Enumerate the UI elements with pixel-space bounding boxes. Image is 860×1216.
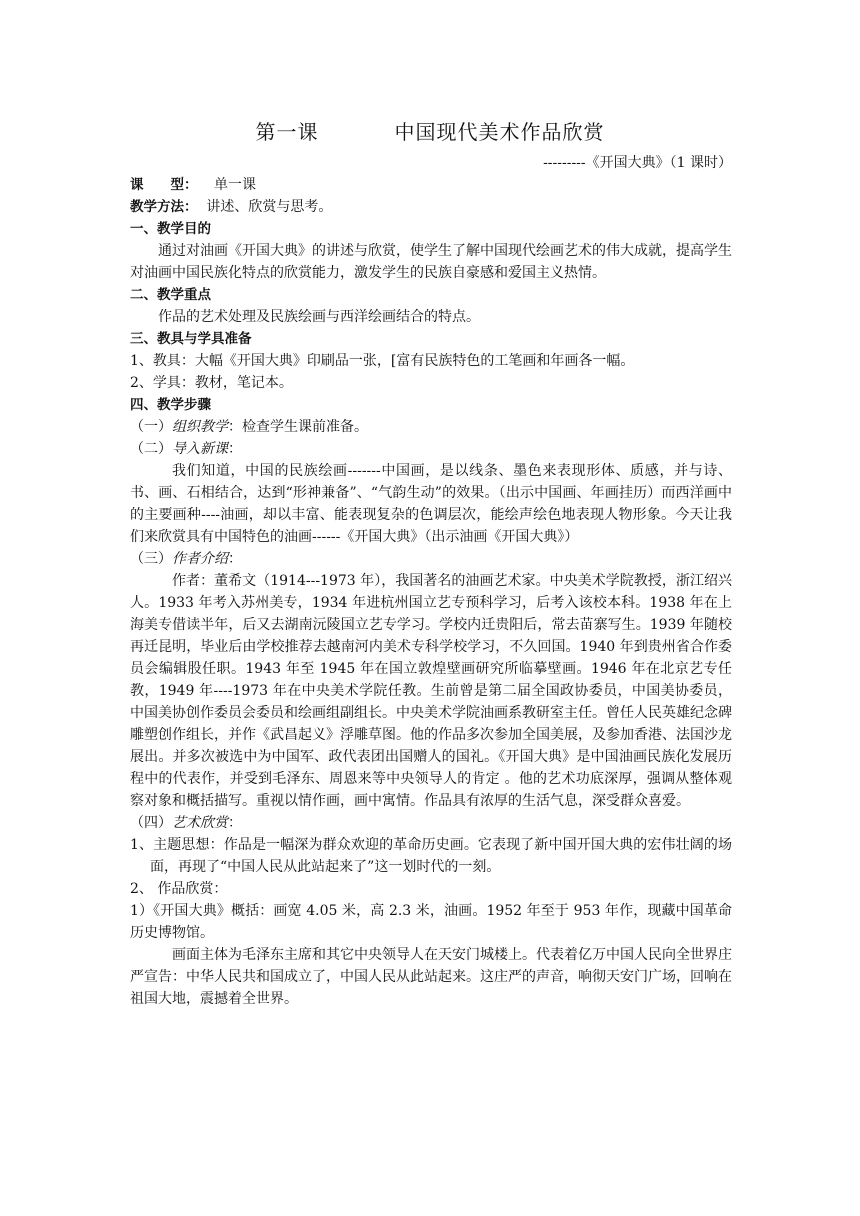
step-1-text: ：检查学生课前准备。 bbox=[228, 419, 368, 435]
section-heading-4: 四、教学步骤 bbox=[130, 397, 211, 413]
step-3-colon: ： bbox=[228, 551, 242, 567]
document-body bbox=[130, 174, 732, 1010]
step-2-colon: ： bbox=[228, 441, 242, 457]
step-2-title: 导入新课 bbox=[172, 441, 228, 457]
step-1 bbox=[130, 416, 732, 438]
composition-paragraph: 画面主体为毛泽东主席和其它中央领导人在天安门城楼上。代表着亿万中国人民向全世界庄严宣告：中华人民共和国成立了，中国人民从此站起来。这庄严的声音，响彻天安门广场，回响在祖国大地，震撼着全世界。 bbox=[130, 947, 732, 1007]
step-1-prefix: （一） bbox=[130, 419, 172, 435]
theme-item-number: 1、 bbox=[130, 837, 154, 853]
step-3-title: 作者介绍 bbox=[172, 551, 228, 567]
section-heading-3: 三、教具与学具准备 bbox=[130, 331, 252, 347]
section-1-text: 通过对油画《开国大典》的讲述与欣赏，使学生了解中国现代绘画艺术的伟大成就，提高学生对油画中国民族化特点的欣赏能力，激发学生的民族自豪感和爱国主义热情。 bbox=[130, 243, 732, 281]
step-4-colon: ： bbox=[228, 815, 242, 831]
step-2-text: 我们知道，中国的民族绘画-------中国画，是以线条、墨色来表现形体、质感，并与诗、书、画、石相结合，达到“形神兼备”、“气韵生动”的效果。（出示中国画、年画挂历）而西洋画中的主要画种----油画，却以丰富、能表现复杂的色调层次，能绘声绘色地表现人物形象。今天让我们来欣赏具有中国特色的油画------《开国大典》（出示油画《开国大典》） bbox=[130, 463, 732, 545]
step-4-heading bbox=[130, 812, 732, 834]
document-subtitle: ---------《开国大典》（1 课时） bbox=[543, 155, 732, 171]
lesson-type-value: 单一课 bbox=[214, 177, 256, 193]
lesson-number: 第一课 bbox=[255, 120, 319, 144]
step-1-title: 组织教学 bbox=[172, 419, 228, 435]
student-aids-item: 2、学具：教材，笔记本。 bbox=[130, 375, 293, 391]
theme-item bbox=[130, 834, 732, 878]
teaching-aids-item: 1、教具：大幅《开国大典》印刷品一张，[富有民族特色的工笔画和年画各一幅。 bbox=[130, 353, 635, 369]
overview-item: 1）《开国大典》概括：画宽 4.05 米，高 2.3 米，油画。1952 年至于 953 年作，现藏中国革命历史博物馆。 bbox=[130, 903, 732, 941]
appreciation-item: 2、 作品欣赏： bbox=[130, 881, 228, 897]
step-2-heading bbox=[130, 438, 732, 460]
lesson-name: 中国现代美术作品欣赏 bbox=[394, 120, 605, 144]
section-heading-2: 二、教学重点 bbox=[130, 287, 211, 303]
step-4-prefix: （四） bbox=[130, 815, 172, 831]
theme-item-text: 主题思想：作品是一幅深为群众欢迎的革命历史画。它表现了新中国开国大典的宏伟壮阔的场面，再现了“中国人民从此站起来了”这一划时代的一刻。 bbox=[150, 837, 732, 875]
method-label: 教学方法： bbox=[130, 199, 198, 215]
lesson-type-label: 课 型： bbox=[130, 177, 198, 193]
step-3-text: 作者：董希文（1914---1973 年），我国著名的油画艺术家。中央美术学院教授，浙江绍兴人。1933 年考入苏州美专，1934 年进杭州国立艺专预科学习，后考入该校本科。1938 年在上海美专借读半年，后又去湖南沅陵国立艺专学习。学校内迁贵阳后，常去苗寨写生。1939 年随校再迁昆明，毕业后由学校推荐去越南河内美术专科学校学习，不久回国。1940 年到贵州省合作委员会编辑股任职。1943 年至 1945 年在国立敦煌壁画研究所临摹壁画。1946 年在北京艺专任教，1949 年----1973 年在中央美术学院任教。生前曾是第二届全国政协委员，中国美协委员，中国美协创作委员会委员和绘画组副组长。中央美术学院油画系教研室主任。曾任人民英雄纪念碑雕塑创作组长，并作《武昌起义》浮雕草图。他的作品多次参加全国美展，及参加香港、法国沙龙展出。并多次被选中为中国军、政代表团出国赠人的国礼。《开国大典》是中国油画民族化发展历程中的代表作，并受到毛泽东、周恩来等中央领导人的肯定 。他的艺术功底深厚，强调从整体观察对象和概括描写。重视以情作画，画中寓情。作品具有浓厚的生活气息，深受群众喜爱。 bbox=[130, 573, 732, 809]
lesson-type-row bbox=[130, 174, 732, 196]
method-value: 讲述、欣赏与思考。 bbox=[206, 199, 333, 215]
document-title bbox=[0, 116, 860, 145]
section-heading-1: 一、教学目的 bbox=[130, 221, 211, 237]
section-2-text: 作品的艺术处理及民族绘画与西洋绘画结合的特点。 bbox=[158, 309, 480, 325]
step-3-prefix: （三） bbox=[130, 551, 172, 567]
step-4-title: 艺术欣赏 bbox=[172, 815, 228, 831]
step-2-prefix: （二） bbox=[130, 441, 172, 457]
step-3-heading bbox=[130, 548, 732, 570]
method-row bbox=[130, 196, 732, 218]
